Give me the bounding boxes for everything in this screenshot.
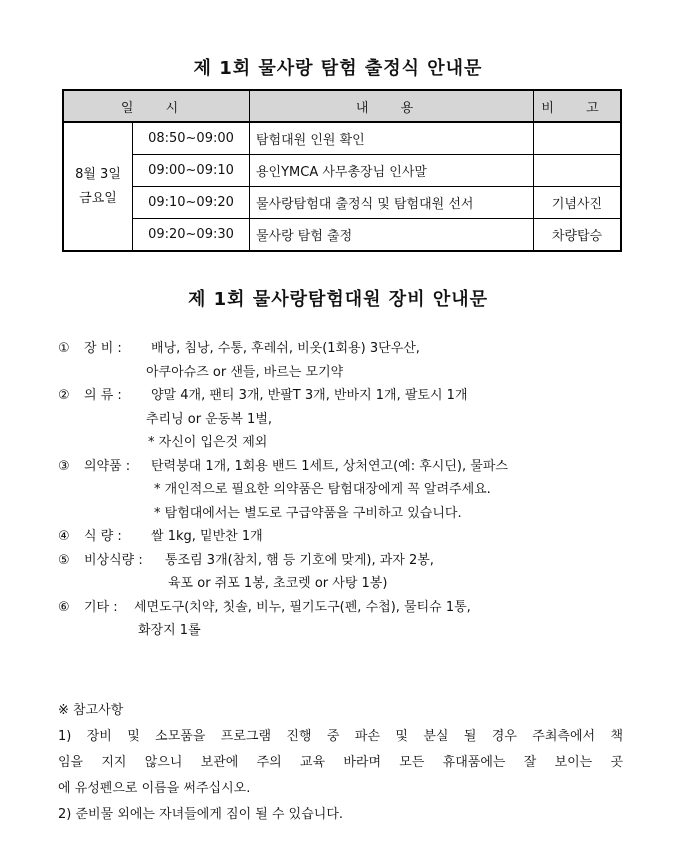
date-cell <box>63 122 133 251</box>
item-number: ① <box>58 341 70 356</box>
list-item <box>58 525 658 549</box>
notes-line: 에 유성펜으로 이름을 써주십시오. <box>58 781 251 796</box>
notes-line: 임을 지지 않으니 보관에 주의 교육 바라며 모든 휴대품에는 잘 보이는 곳 <box>58 755 623 770</box>
note-cell: 차량탑승 <box>534 219 622 252</box>
list-item-continued <box>58 431 658 455</box>
item-text: 쌀 1kg, 밑반찬 1개 <box>151 529 263 544</box>
time-cell: 08:50~09:00 <box>133 122 250 155</box>
list-item <box>58 455 658 479</box>
time-cell: 09:00~09:10 <box>133 155 250 187</box>
list-item <box>58 384 658 408</box>
header-note: 비 고 <box>534 90 622 122</box>
table-row <box>63 187 621 219</box>
item-label: 식 량 : <box>84 529 122 544</box>
header-content: 내 용 <box>250 90 534 122</box>
notes-heading: ※ 참고사항 <box>58 703 124 718</box>
item-number: ③ <box>58 458 70 474</box>
content-cell: 물사랑 탐험 출정 <box>250 219 534 252</box>
item-label: 의 류 : <box>84 388 122 403</box>
note-cell <box>534 122 622 155</box>
equipment-title: 제 1회 물사랑탐험대원 장비 안내문 <box>187 289 489 310</box>
header-datetime: 일 시 <box>63 90 250 122</box>
item-label: 비상식량 : <box>84 552 143 568</box>
date-weekday: 금요일 <box>79 190 117 206</box>
list-item-continued <box>58 478 658 502</box>
item-number: ⑥ <box>58 599 70 615</box>
item-text: 통조림 3개(참치, 햄 등 기호에 맞게), 과자 2봉, <box>165 552 434 568</box>
item-text: * 개인적으로 필요한 의약품은 탐험대장에게 꼭 알려주세요. <box>154 482 491 497</box>
list-item-continued <box>58 408 658 432</box>
item-label: 의약품 : <box>84 458 131 474</box>
content-cell: 탐험대원 인원 확인 <box>250 122 534 155</box>
item-text: 육포 or 쥐포 1봉, 초코렛 or 사탕 1봉) <box>168 576 388 591</box>
note-cell <box>534 155 622 187</box>
item-number: ④ <box>58 529 70 544</box>
item-number: ② <box>58 388 70 403</box>
table-row <box>63 122 621 155</box>
table-row <box>63 219 621 252</box>
item-text: 양말 4개, 팬티 3개, 반팔T 3개, 반바지 1개, 팔토시 1개 <box>151 388 468 403</box>
schedule-table <box>62 89 622 252</box>
list-item <box>58 337 658 361</box>
notes-section <box>58 698 623 828</box>
item-text: 배낭, 침낭, 수통, 후레쉬, 비옷(1회용) 3단우산, <box>151 341 420 356</box>
notes-line: 2) 준비물 외에는 자녀들에게 짐이 될 수 있습니다. <box>58 807 344 822</box>
note-cell: 기념사진 <box>534 187 622 219</box>
list-item-continued <box>58 361 658 385</box>
table-row <box>63 155 621 187</box>
item-text: * 자신이 입은것 제외 <box>148 435 268 450</box>
item-text: 추리닝 or 운동복 1벌, <box>146 411 273 427</box>
item-text: * 탐험대에서는 별도로 구급약품을 구비하고 있습니다. <box>154 505 462 521</box>
item-text: 세면도구(치약, 칫솔, 비누, 필기도구(펜, 수첩), 물티슈 1통, <box>134 599 471 615</box>
item-text: 화장지 1롤 <box>138 623 201 638</box>
item-label: 기타 : <box>84 599 118 615</box>
notes-line: 1) 장비 및 소모품을 프로그램 진행 중 파손 및 분실 될 경우 주최측에서 책 <box>58 729 623 744</box>
time-cell: 09:10~09:20 <box>133 187 250 219</box>
time-cell: 09:20~09:30 <box>133 219 250 252</box>
item-number: ⑤ <box>58 552 70 568</box>
item-text: 아쿠아슈즈 or 샌들, 바르는 모기약 <box>146 364 344 380</box>
table-header-row <box>63 90 621 122</box>
list-item-continued <box>58 619 658 643</box>
item-text: 탄력붕대 1개, 1회용 밴드 1세트, 상처연고(예: 후시딘), 물파스 <box>151 458 508 474</box>
list-item <box>58 549 658 573</box>
content-cell: 용인YMCA 사무총장님 인사말 <box>250 155 534 187</box>
equipment-list <box>58 337 658 643</box>
date-day: 8월 3일 <box>75 166 121 182</box>
list-item-continued <box>58 572 658 596</box>
schedule-title: 제 1회 물사랑 탐험 출정식 안내문 <box>193 58 483 79</box>
list-item-continued <box>58 502 658 526</box>
item-label: 장 비 : <box>84 341 122 356</box>
list-item <box>58 596 658 620</box>
content-cell: 물사랑탐험대 출정식 및 탐험대원 선서 <box>250 187 534 219</box>
